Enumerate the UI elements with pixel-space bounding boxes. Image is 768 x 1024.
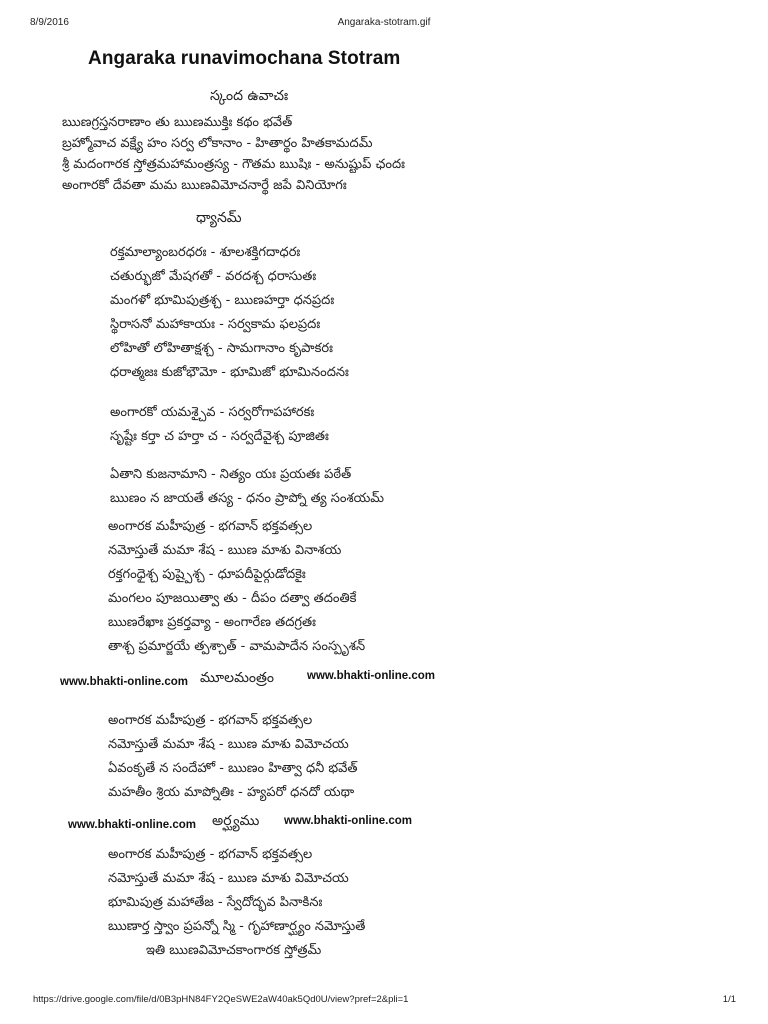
verse-line: ఋణార్త స్త్వాం ప్రపన్నో స్మి - గృహాణార్ఘ్యం నమోస్తుతే [108,919,366,934]
verse-line: రక్తమాల్యాంబరధరః - శూలశక్తిగదాధరః [110,245,301,260]
verse-line: అంగారక మహీపుత్ర - భగవాన్ భక్తవత్సల [108,847,313,862]
section-heading-dhyanam: ధ్యానమ్ [196,210,242,226]
verse-line: లోహితో లోహితాక్షశ్చ - సామగానాం కృపాకరః [110,341,333,356]
verse-line: ఏతాని కుజనామాని - నిత్యం యః ప్రయతః పఠేత్ [110,467,352,482]
print-date: 8/9/2016 [30,17,69,28]
closing-line: ఇతి ఋణవిమోచకాంగారక స్తోత్రమ్ [146,943,322,958]
verse-line: అంగారకో దేవతా మమ ఋణవిమోచనార్థే జపే వినియోగః [62,178,347,193]
website-watermark: www.bhakti-online.com [60,676,188,688]
verse-line: తాశ్చ ప్రమార్జయే త్పశ్చాత్ - వామపాదేన సంస్పృశన్ [108,639,366,654]
verse-line: ఋణం న జాయతే తస్య - ధనం ప్రాప్నో త్య సంశయమ్ [110,491,385,506]
website-watermark: www.bhakti-online.com [68,819,196,831]
verse-line: అంగారక మహీపుత్ర - భగవాన్ భక్తవత్సల [108,519,313,534]
verse-line: మంగళో భూమిపుత్రశ్చ - ఋణహర్తా ధనప్రదః [110,293,335,308]
verse-line: బ్రహ్మోవాచ వక్ష్యే హం సర్వ లోకానాం - హితార్థం హితకామదమ్ [62,136,373,151]
section-heading-moolamantram: మూలమంత్రం [200,670,274,686]
print-footer-url: https://drive.google.com/file/d/0B3pHN84FY2QeSWE2aW40ak5Qd0U/view?pref=2&pli=1 [33,994,409,1005]
verse-line: చతుర్భుజో మేషగతో - వరదశ్చ ధరాసుతః [110,269,317,284]
verse-line: సృష్టేః కర్తా చ హర్తా చ - సర్వదేవైశ్చ పూజితః [110,429,329,444]
print-header-title: Angaraka-stotram.gif [337,17,431,28]
verse-line: మహతీం శ్రియ మాప్నోతిః - హ్యపరో ధనదో యథా [108,785,355,800]
website-watermark: www.bhakti-online.com [284,815,412,827]
verse-line: అంగారక మహీపుత్ర - భగవాన్ భక్తవత్సల [108,713,313,728]
verse-line: ఋణరేఖాః ప్రకర్తవ్యా - అంగారేణ తదగ్రతః [108,615,316,630]
verse-line: అంగారకో యమశ్చైవ - సర్వరోగాపహారకః [110,405,315,420]
print-page-number: 1/1 [722,994,736,1005]
section-heading-skanda-uvacha: స్కంద ఉవాచః [210,88,289,104]
verse-line: మంగలం పూజయిత్వా తు - దీపం దత్వా తదంతికే [108,591,357,606]
verse-line: నమోస్తుతే మమా శేష - ఋణ మాశు విమోచయ [108,737,349,752]
verse-line: స్థిరాసనో మహాకాయః - సర్వకామ ఫలప్రదః [110,317,321,332]
verse-line: శ్రీ మదంగారక స్తోత్రమహామంత్రస్య - గౌతమ ఋషిః - అనుష్టుప్ ఛందః [62,157,405,172]
verse-line: ఏవంకృతే న సందేహో - ఋణం హిత్వా ధనీ భవేత్ [108,761,358,776]
website-watermark: www.bhakti-online.com [307,670,435,682]
verse-line: నమోస్తుతే మమా శేష - ఋణ మాశు విమోచయ [108,871,349,886]
verse-line: భూమిపుత్ర మహాతేజ - స్వేదోద్భవ పినాకినః [108,895,323,910]
verse-line: ధరాత్మజః కుజోభౌమో - భూమిజో భూమినందనః [110,365,349,380]
verse-line: నమోస్తుతే మమా శేష - ఋణ మాశు వినాశయ [108,543,342,558]
verse-line: రక్తగంధైశ్చ పుష్పైశ్చ - ధూపదీపైర్గుడోదకైః [108,567,306,582]
verse-line: ఋణగ్రస్తనరాణాం తు ఋణముక్తిః కథం భవేత్ [62,115,293,130]
section-heading-arghyamu: అర్ఘ్యము [212,813,260,829]
document-title: Angaraka runavimochana Stotram [88,48,401,69]
